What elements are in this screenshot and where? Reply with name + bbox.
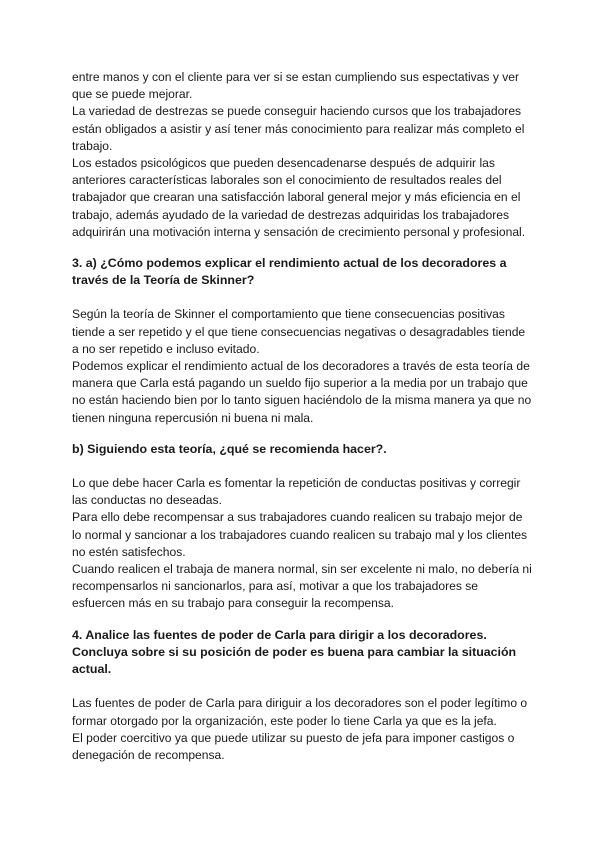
paragraph-3a-1: Según la teoría de Skinner el comportamiento que tiene consecuencias positivas tiende a ser repetido y el que tiene consecuencias negativas o desagradables tiende a no ser repetido e incluso evitado. (72, 307, 526, 356)
paragraph-3b-1: Lo que debe hacer Carla es fomentar la repetición de conductas positivas y corregir las conductas no deseadas. (72, 476, 521, 508)
paragraph-3b-2: Para ello debe recompensar a sus trabajadores cuando realicen su trabajo mejor de lo normal y sancionar a los trabajadores cuando realicen su trabajo mal y los clientes no estén satisfechos. (72, 510, 528, 559)
paragraph-4-1: Las fuentes de poder de Carla para diriguir a los decoradores son el poder legítimo o formar otorgado por la organización, este poder lo tiene Carla ya que es la jefa. (72, 696, 528, 728)
heading-question-4: 4. Analice las fuentes de poder de Carla para dirigir a los decoradores. Concluya sobre si su posición de poder es buena para cambiar la situación actual. (72, 627, 517, 677)
paragraph-3a-2: Podemos explicar el rendimiento actual de los decoradores a través de esta teoría de manera que Carla está pagando un sueldo fijo superior a la media por un trabajo que no están haciendo bien por lo tanto siguen haciéndolo de la misma manera ya que no tienen ninguna repercusión ni buena ni mala. (72, 359, 532, 425)
paragraph-intro-1: entre manos y con el cliente para ver si se estan cumpliendo sus espectativas y ver que se puede mejorar. (72, 70, 520, 102)
paragraph-intro-3: Los estados psicológicos que pueden desencadenarse después de adquirir las anteriores características laborales son el conocimiento de resultados reales del trabajador que crearan una satisfacción laboral general mejor y más eficiencia en el trabajo, además ayudado de la variedad de destrezas adquiridas los trabajadores adquirirán una motivación interna y sensación de crecimiento personal y profesional. (72, 156, 526, 239)
paragraph-4-2: El poder coercitivo ya que puede utilizar su puesto de jefa para imponer castigos o denegación de recompensa. (72, 730, 515, 762)
paragraph-intro-2: La variedad de destrezas se puede conseguir haciendo cursos que los trabajadores están obligados a asistir y así tener más conocimiento para realizar más completo el trabajo. (72, 104, 525, 153)
paragraph-3b-3: Cuando realicen el trabaja de manera normal, sin ser excelente ni malo, no debería ni recompensarlos ni sancionarlos, para así, motivar a que los trabajadores se esfuercen más en su trabajo para conseguir la recompensa. (72, 562, 532, 611)
document-page (72, 69, 534, 764)
heading-question-3b: b) Siguiendo esta teoría, ¿qué se recomienda hacer?. (72, 441, 387, 456)
heading-question-3a: 3. a) ¿Cómo podemos explicar el rendimiento actual de los decoradores a través de la Teoría de Skinner? (72, 256, 507, 288)
